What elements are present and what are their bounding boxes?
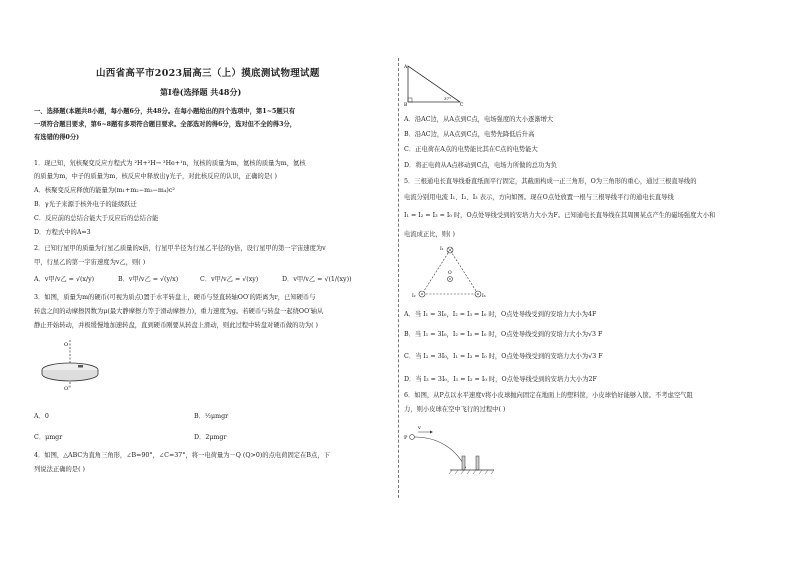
q1-option-c: C．反应前的总结合能大于反应后的总结合能 [34,215,159,222]
q4-stem-2: 列说法正确的是( ) [34,466,85,473]
q3-option-d: D．2μmgr [194,434,227,441]
instructions-line-2: 一项符合题目要求，第6~8题有多项符合题目要求。全部选对的得6分，选对但不全的得3分， [34,121,297,128]
q3-option-c: C．μmgr [34,434,63,441]
q5-stem-1: 5．三根通电长直导线垂直纸面平行固定，其截面构成一正三角形，O为三角形的重心，通过三根直导线的 [404,178,697,185]
instructions-line-3: 有选错的得0分) [34,134,80,141]
q1-option-d: D．方程式中的A=3 [34,229,91,236]
q4-triangle-figure [404,62,464,110]
page-title: 山西省高平市2023届高三（上）摸底测试物理试题 [96,68,320,79]
q5-label-o: O [448,271,452,276]
q5-wires-figure [410,244,490,306]
q2-stem-1: 2．已知行星甲的质量为行星乙质量的x倍，行星甲半径为行星乙半径的y倍，设行星甲的第一宇宙速度为v [34,245,326,252]
column-divider [398,58,399,498]
section-heading: 第Ⅰ卷(选择题 共48分) [160,87,242,97]
q3-option-a: A．0 [34,413,49,420]
q5-stem-4: 电流成正比，则( ) [404,231,455,238]
q1-option-b: B．γ光子来源于核外电子的能级跃迁 [34,201,137,208]
q4-angle-label: 37° [444,96,452,101]
q2-option-d: D．v甲/v乙 = √(1/(xy)) [282,276,352,283]
q1-option-a: A．核聚变反应释放的能量为(m₁+m₂−m₃−m₄)c² [34,187,175,194]
q5-label-i2: I₂ [412,294,416,299]
q4-option-d: D．将正电荷从A点移动到C点，电场力所做的总功为负 [404,162,557,169]
svg-text:A: A [404,65,408,70]
q6-label-p: P [404,435,408,441]
q6-stem-1: 6．如图，从P点以水平速度v将小皮球抛向固定在地面上的塑料筐，小皮球恰好能够入筐。不考虑空气阻 [404,392,693,399]
svg-text:C: C [460,103,464,106]
q4-option-b: B．沿AC边，从A点到C点，电势先降低后升高 [404,131,535,138]
q2-option-b: B．v甲/v乙 = √(y/x) [118,276,179,283]
q5-option-a: A．当 I₁ = 3I₀，I₂ = I₃ = I₀ 时，O点处导线受到的安培力大小为4F [404,311,597,318]
q2-stem-2: 甲，行星乙的第一宇宙速度为v乙，则( ) [34,259,146,266]
q5-stem-2: 电流分别用电流 I₁、I₂、I₃ 表示，方向如图。现在O点处放置一根与三根导线平行的通电长直导线 [404,194,674,201]
q3-stem-2: 转盘之间的动摩擦因数为μ(最大静摩擦力等于滑动摩擦力)，重力速度为g。若硬币与转盘一起绕OO′轴从 [34,308,324,315]
q5-label-i3: I₃ [482,294,486,299]
q2-option-a: A．v甲/v乙 = √(x/y) [34,276,95,283]
q3-option-b: B．½μmgr [194,413,229,420]
q3-stem-3: 静止开始转动，并极缓慢地加速转盘，直到硬币刚要从转盘上滑动，则此过程中转盘对硬币做的功为( ) [34,322,318,329]
q5-option-c: C．当 I₂ = 3I₀，I₁ = I₃ = I₀ 时，O点处导线受到的安培力大小为√3 F [404,353,603,360]
q2-option-c: C．v甲/v乙 = √(xy) [200,276,259,283]
q4-stem-1: 4．如图，△ABC为直角三角形，∠B=90°，∠C=37°，将一电荷量为－Q (Q>0)的点电荷固定在B点，下 [34,452,330,459]
q5-option-b: B．当 I₁ = 3I₀，I₂ = I₃ = I₀ 时，O点处导线受到的安培力大小为√3 F [404,331,603,338]
q5-stem-3: I₁ = I₂ = I₃ = I₀ 时，O点处导线受到的安培力大小为F。已知通电长直导线在其周围某点产生的磁场强度大小和 [404,212,716,219]
q1-stem-2: 的质量为m，中子的质量为m，核反应中释放出γ光子，对此核反应的认识，正确的是( ) [34,173,278,180]
svg-text:O: O [64,342,69,348]
q6-projectile-figure [404,420,496,480]
svg-text:B: B [404,103,408,106]
q6-stem-2: 力，则小皮球在空中飞行的过程中( ) [404,406,506,413]
q3-turntable-figure [40,338,110,397]
q5-option-d: D．当 I₃ = 3I₀，I₁ = I₂ = I₀ 时，O点处导线受到的安培力大小为2F [404,376,597,383]
q4-option-c: C．正电荷在A点的电势能比其在C点的电势能大 [404,146,538,153]
svg-text:O′: O′ [64,386,70,392]
q6-label-v: v [418,425,421,431]
q3-stem-1: 3．如图，质量为m的硬币(可视为质点)置于水平转盘上，硬币与竖直转轴OO′的距离为r，已知硬币与 [34,294,316,301]
instructions-line-1: 一、选择题(本题共8小题，每小题6分，共48分。在每小题给出的四个选项中，第1~5题只有 [34,108,296,115]
q4-option-a: A．沿AC边，从A点到C点，电场强度的大小逐渐增大 [404,116,554,123]
q5-label-i1: I₁ [440,247,444,252]
q1-stem-1: 1．现已知，氘核聚变反应方程式为 ²H+²H→ ³He+¹n，氘核的质量为m，氦核的质量为m，氦核 [34,160,306,167]
